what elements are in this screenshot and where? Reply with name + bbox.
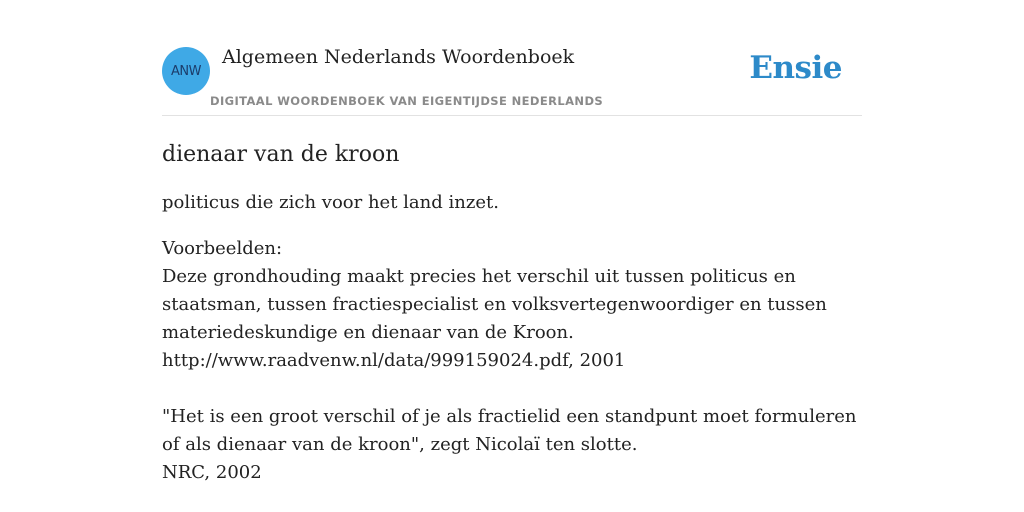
example-source: NRC, 2002 xyxy=(162,462,262,483)
example-separator xyxy=(162,375,862,403)
anw-logo-icon[interactable] xyxy=(162,47,210,95)
example-source: http://www.raadvenw.nl/data/999159024.pdf, 2001 xyxy=(162,350,626,371)
entry-term: dienaar van de kroon xyxy=(162,142,400,167)
site-subtitle: DIGITAAL WOORDENBOEK VAN EIGENTIJDSE NEDERLANDS xyxy=(210,94,604,108)
logo-text: ANW xyxy=(171,63,201,79)
ensie-brand-link[interactable]: Ensie xyxy=(749,50,842,86)
example-text: Deze grondhouding maakt precies het verschil uit tussen politicus en staatsman, tussen fractiespecialist en volksvertegenwoordiger en tussen materiedeskundige en dienaar van de Kroon. xyxy=(162,266,827,343)
dictionary-entry xyxy=(162,139,862,487)
examples-section xyxy=(162,235,862,487)
examples-label: Voorbeelden: xyxy=(162,238,283,259)
example-text: "Het is een groot verschil of je als fractielid een standpunt moet formuleren of als dienaar van de kroon", zegt Nicolaï ten slotte. xyxy=(162,406,857,455)
site-title[interactable]: Algemeen Nederlands Woordenboek xyxy=(222,46,575,68)
site-header xyxy=(162,44,862,116)
entry-definition: politicus die zich voor het land inzet. xyxy=(162,192,499,213)
